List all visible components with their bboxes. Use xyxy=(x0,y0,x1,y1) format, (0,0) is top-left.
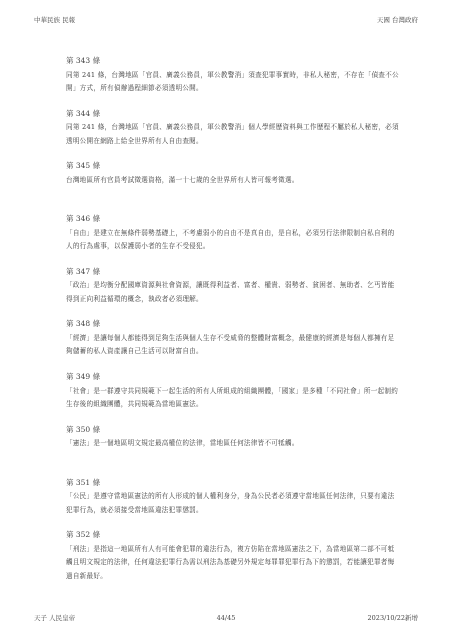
article xyxy=(66,424,400,477)
article-body: 台灣地區所有官員考試徵選資格，滿一十七歲的全世界所有人皆可報考徵選。 xyxy=(66,175,299,184)
article-title: 第 351 條 xyxy=(66,477,101,487)
article-title: 第 349 條 xyxy=(66,372,101,382)
article xyxy=(66,160,400,213)
article-title: 第 348 條 xyxy=(66,319,101,329)
article-body: 「公民」是遵守當地區憲法的所有人形成的個人權利身分，身為公民者必須遵守當地區任何法律，只要有違法犯罪行為，就必須接受當地區違法犯罪懲罰。 xyxy=(66,492,395,514)
article-body: 「政治」是均衡分配國庫資源與社會資源，讓既得利益者、富者、權貴、弱勢者、貧困者、無助者、乞丐皆能得到正向利益循環的概念，執政者必須理解。 xyxy=(66,281,395,303)
article xyxy=(66,318,400,371)
article xyxy=(66,371,400,424)
article xyxy=(66,477,400,530)
article-body: 「刑法」是指這一地區所有人有可能會犯罪的違法行為，複方仿陷在當地區憲法之下，為當地區第二部不可牴觸且明文規定的法律，任何違法犯罪行為需以刑法為基礎另外規定每罪罪犯罪行為下的懲罰，若能讓犯罪者悔過自新最好。 xyxy=(66,544,395,580)
article-title: 第 344 條 xyxy=(66,108,101,118)
article-body: 「經濟」是讓每個人都能得到足夠生活與個人生存不受威脅的整體財富概念，最健康的經濟是每個人都擁有足夠儲蓄的私人資產讓自己生活可以財富自由。 xyxy=(66,333,395,356)
article-body: 「憲法」是一個地區明文規定最高權位的法律，當地區任何法律皆不可牴觸。 xyxy=(66,439,299,448)
article-title: 第 352 條 xyxy=(66,530,101,540)
page-number: 44/45 xyxy=(216,613,236,622)
article-body: 同第 241 條，台灣地區「官員、廣義公務員，軍公教警消」個人學經歷資料與工作歷程不屬於私人秘密，必須透明公開在網路上給全世界所有人自由查閱。 xyxy=(66,123,399,145)
article xyxy=(66,266,400,319)
article xyxy=(66,213,400,266)
article-title: 第 343 條 xyxy=(66,56,101,65)
article-title: 第 345 條 xyxy=(66,161,101,171)
header-left-text: 中華民族 民報 xyxy=(34,16,76,24)
footer-left-text: 天子 人民皇帝 xyxy=(34,614,76,622)
article-title: 第 346 條 xyxy=(66,214,101,224)
article-body: 「自由」是建立在無條件弱勢基礎上，不考慮弱小的自由不是真自由，是自私，必須另行法律限制自私自利的人的行為處事，以保護弱小者的生存不受侵犯。 xyxy=(66,228,395,251)
article xyxy=(66,529,400,582)
article xyxy=(66,55,400,108)
article-title: 第 347 條 xyxy=(66,266,101,276)
page-footer xyxy=(34,613,418,622)
article-body: 「社會」是一群遵守共同規範下一起生活的所有人所組成的組織團體，「國家」是多種「不同社會」所一起制約生存後的組織團體，共同規範為當地區憲法。 xyxy=(66,386,399,409)
article-title: 第 350 條 xyxy=(66,424,101,434)
articles-list xyxy=(66,55,400,582)
article xyxy=(66,108,400,161)
article-body: 同第 241 條，台灣地區「官員、廣義公務員，軍公教警消」須查犯罪事實時，非私人秘密，不存在「偵查不公開」方式，所有偵辦過程細節必須透明公開。 xyxy=(66,70,399,92)
footer-right-text: 2023/10/22新增 xyxy=(367,614,418,622)
header-right-text: 天國 台灣政府 xyxy=(376,16,418,24)
page-header xyxy=(34,15,418,24)
